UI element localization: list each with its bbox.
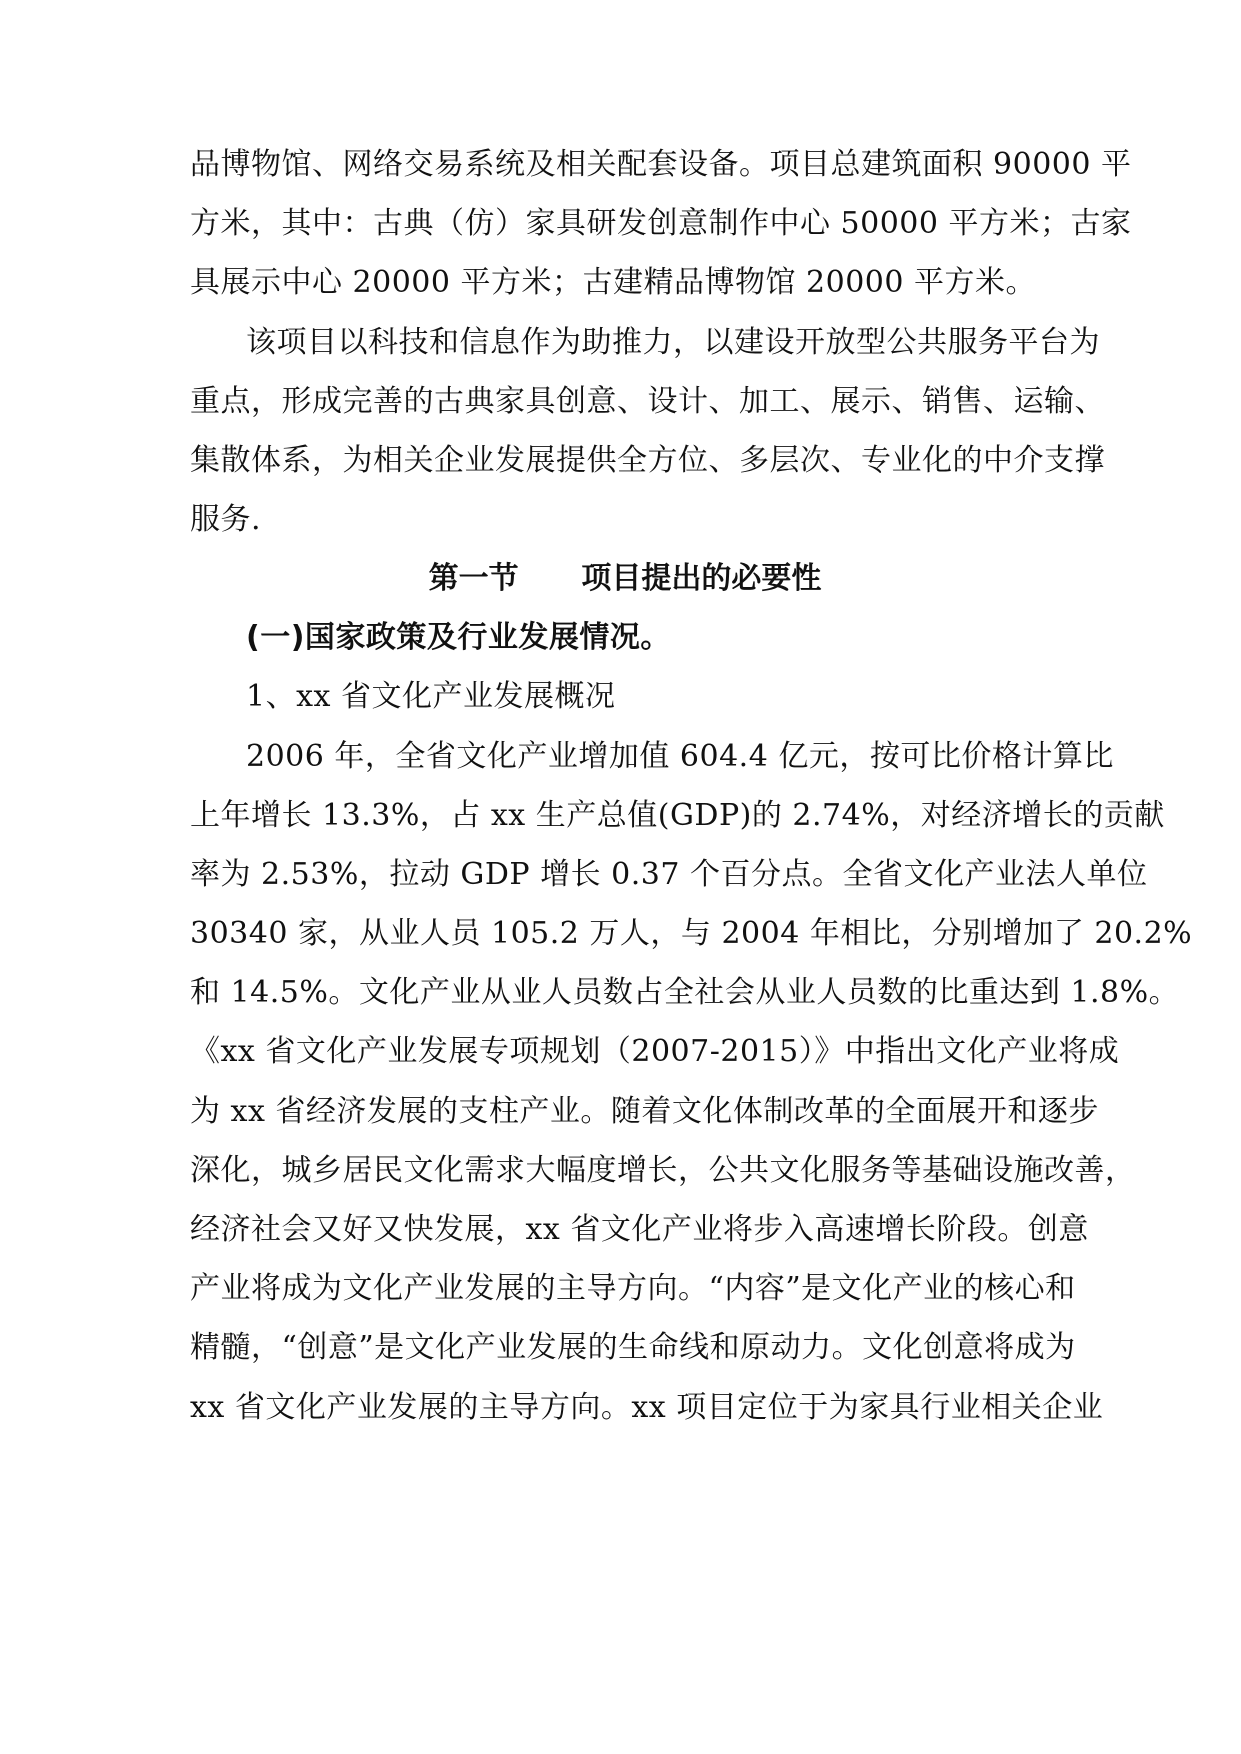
paragraph-line: 精髓，“创意”是文化产业发展的生命线和原动力。文化创意将成为 [190,1330,1076,1365]
paragraph-line: 方米，其中：古典（仿）家具研发创意制作中心 50000 平方米；古家 [190,206,1132,241]
paragraph-line: 具展示中心 20000 平方米；古建精品博物馆 20000 平方米。 [190,265,1037,300]
paragraph-line: 《xx 省文化产业发展专项规划（2007-2015）》中指出文化产业将成 [190,1034,1120,1069]
paragraph-line: 上年增长 13.3%，占 xx 生产总值(GDP)的 2.74%，对经济增长的贡献 [190,798,1165,833]
paragraph-line: 集散体系，为相关企业发展提供全方位、多层次、专业化的中介支撑 [190,443,1105,478]
paragraph-line: 该项目以科技和信息作为助推力，以建设开放型公共服务平台为 [246,325,1100,360]
paragraph-line: 服务. [190,502,262,537]
paragraph-line: xx 省文化产业发展的主导方向。xx 项目定位于为家具行业相关企业 [190,1390,1104,1425]
section-title: 第一节 项目提出的必要性 [428,561,822,596]
paragraph-line: 产业将成为文化产业发展的主导方向。“内容”是文化产业的核心和 [190,1271,1076,1306]
paragraph-line: 为 xx 省经济发展的支柱产业。随着文化体制改革的全面展开和逐步 [190,1094,1099,1129]
paragraph-line: 品博物馆、网络交易系统及相关配套设备。项目总建筑面积 90000 平 [190,147,1132,182]
paragraph-line: 重点，形成完善的古典家具创意、设计、加工、展示、销售、运输、 [190,384,1105,419]
paragraph-line: 和 14.5%。文化产业从业人员数占全社会从业人员数的比重达到 1.8%。 [190,975,1180,1010]
paragraph-line: 深化，城乡居民文化需求大幅度增长，公共文化服务等基础设施改善， [190,1153,1136,1188]
paragraph-line: 经济社会又好又快发展，xx 省文化产业将步入高速增长阶段。创意 [190,1212,1089,1247]
subsection-title: (一)国家政策及行业发展情况。 [246,620,671,655]
paragraph-line: 30340 家，从业人员 105.2 万人，与 2004 年相比，分别增加了 20.2% [190,916,1193,951]
item-title: 1、xx 省文化产业发展概况 [246,679,616,714]
paragraph-line: 2006 年，全省文化产业增加值 604.4 亿元，按可比价格计算比 [246,739,1114,774]
paragraph-line: 率为 2.53%，拉动 GDP 增长 0.37 个百分点。全省文化产业法人单位 [190,857,1148,892]
